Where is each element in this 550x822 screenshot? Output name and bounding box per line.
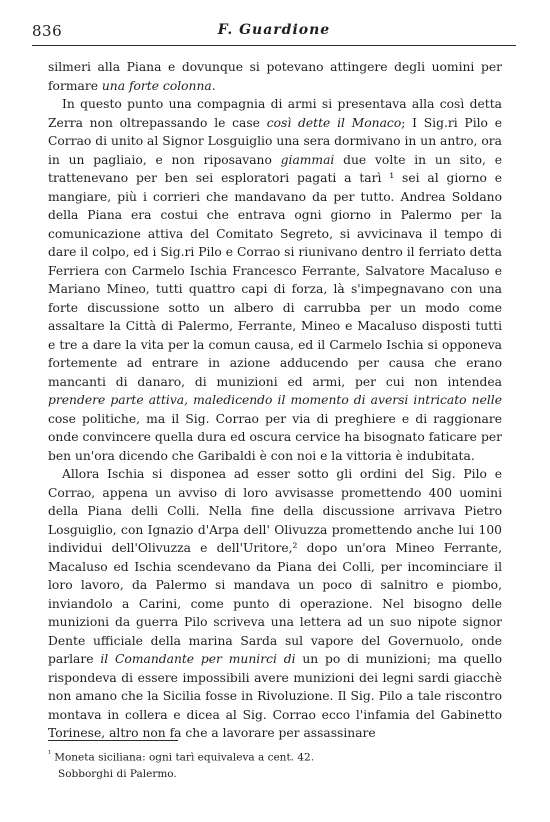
footnote-text: Sobborghi di Palermo.	[58, 767, 177, 780]
italic-text: il Comandante per munirci di	[100, 652, 296, 666]
footnote-rule	[48, 740, 178, 741]
text-run: silmeri alla Piana e dovunque si potevano attingere degli uomini per formare	[48, 60, 502, 93]
footnote-mark: ¹	[48, 749, 52, 758]
paragraph	[48, 95, 502, 465]
text-run: un po di munizioni; ma quello rispondeva di essere impossibili avere munizioni dei legni sardi giacchè non amano che la Sicilia fosse in Rivoluzione. Il Sig. Pilo a tale riscontro montava in collera e dicea al Sig. Corrao ecco l'infamia del Gabinetto Torinese, altro non fa che a lavorare per assassinare	[48, 652, 502, 740]
body-text	[48, 58, 502, 743]
page-header	[32, 20, 516, 46]
italic-text: prendere parte attiva, maledicendo il momento di aversi intricato nelle	[48, 393, 502, 407]
text-run: cose politiche, ma il Sig. Corrao per via di preghiere e di raggionare onde convincere quella dura ed oscura cervice ha bisognato faticare per ben un'ora dicendo che Garibaldi è con noi e la vittoria è indubitata.	[48, 411, 502, 463]
text-run: In questo punto una compagnia di armi si presentava alla così detta Zerra non oltrepassando le case	[48, 97, 502, 130]
text-run: due volte in un sito, e trattenevano per ben sei esploratori pagati a tarì ¹ sei al giorno e mangiare, più i corrieri che mandavano da per tutto. Andrea Soldano della Piana era costui che entrava ogni giorno in Palermo per la comunicazione attiva del Comitato Segreto, si avvicinava il tempo di dare il colpo, ed i Sig.ri Pilo e Corrao si riunivano dentro il ferriato detta Ferriera con Carmelo Ischia Francesco Ferrante, Salvatore Macaluso e Mariano Mineo, tutti quattro capi di forza, là s'impegnavano con una forte discussione sotto un albero di carrubba per un modo come assaltare la Città di Palermo, Ferrante, Mineo e Macaluso disposti tutti e tre a dare la vita per la comun causa, ed il Carmelo Ischia si opponeva fortemente ad entrare in azione adducendo per causa che erano mancanti di danaro, di munizioni ed armi, per cui non intendea	[48, 152, 502, 389]
italic-text: così dette il Monaco	[266, 115, 402, 130]
footnote-text: Moneta siciliana: ogni tarì equivaleva a cent. 42.	[54, 751, 315, 764]
page-number: 836	[32, 22, 63, 40]
italic-text: una forte colonna.	[101, 78, 216, 93]
running-head: F. Guardione	[217, 22, 331, 38]
footnote	[48, 766, 502, 782]
italic-text: giammai	[280, 152, 335, 167]
paragraph	[48, 465, 502, 743]
footnote	[48, 746, 502, 766]
header-rule	[32, 45, 516, 46]
text-run: Allora Ischia si disponea ad esser sotto gli ordini del Sig. Pilo e Corrao, appena un avviso di loro avvisasse promettendo 400 uomini della Piana delli Colli. Nella fine della discussione arrivava Pietro Losguiglio, con Ignazio d'Arpa dell' Olivuzza promettendo anche lui 100 individui dell'Olivuzza e dell'Uritore,² dopo un'ora Mineo Ferrante, Macaluso ed Ischia scendevano da Piana dei Colli, per incominciare il loro lavoro, da Palermo si mandava un poco di salnitro e piombo, inviandolo a Carini, come punto di operazione. Nel bisogno delle munizioni da guerra Pilo scriveva una lettera ad un suo nipote signor Dente ufficiale della marina Sarda sul vapore del Governuolo, onde parlare	[48, 467, 502, 666]
paragraph	[48, 58, 502, 95]
footnotes	[48, 746, 502, 782]
text-run: ; I Sig.ri Pilo e Corrao di unito al Signor Losguiglio una sera dormivano in un antro, ora in un pagliaio, e non riposavano	[48, 115, 502, 167]
